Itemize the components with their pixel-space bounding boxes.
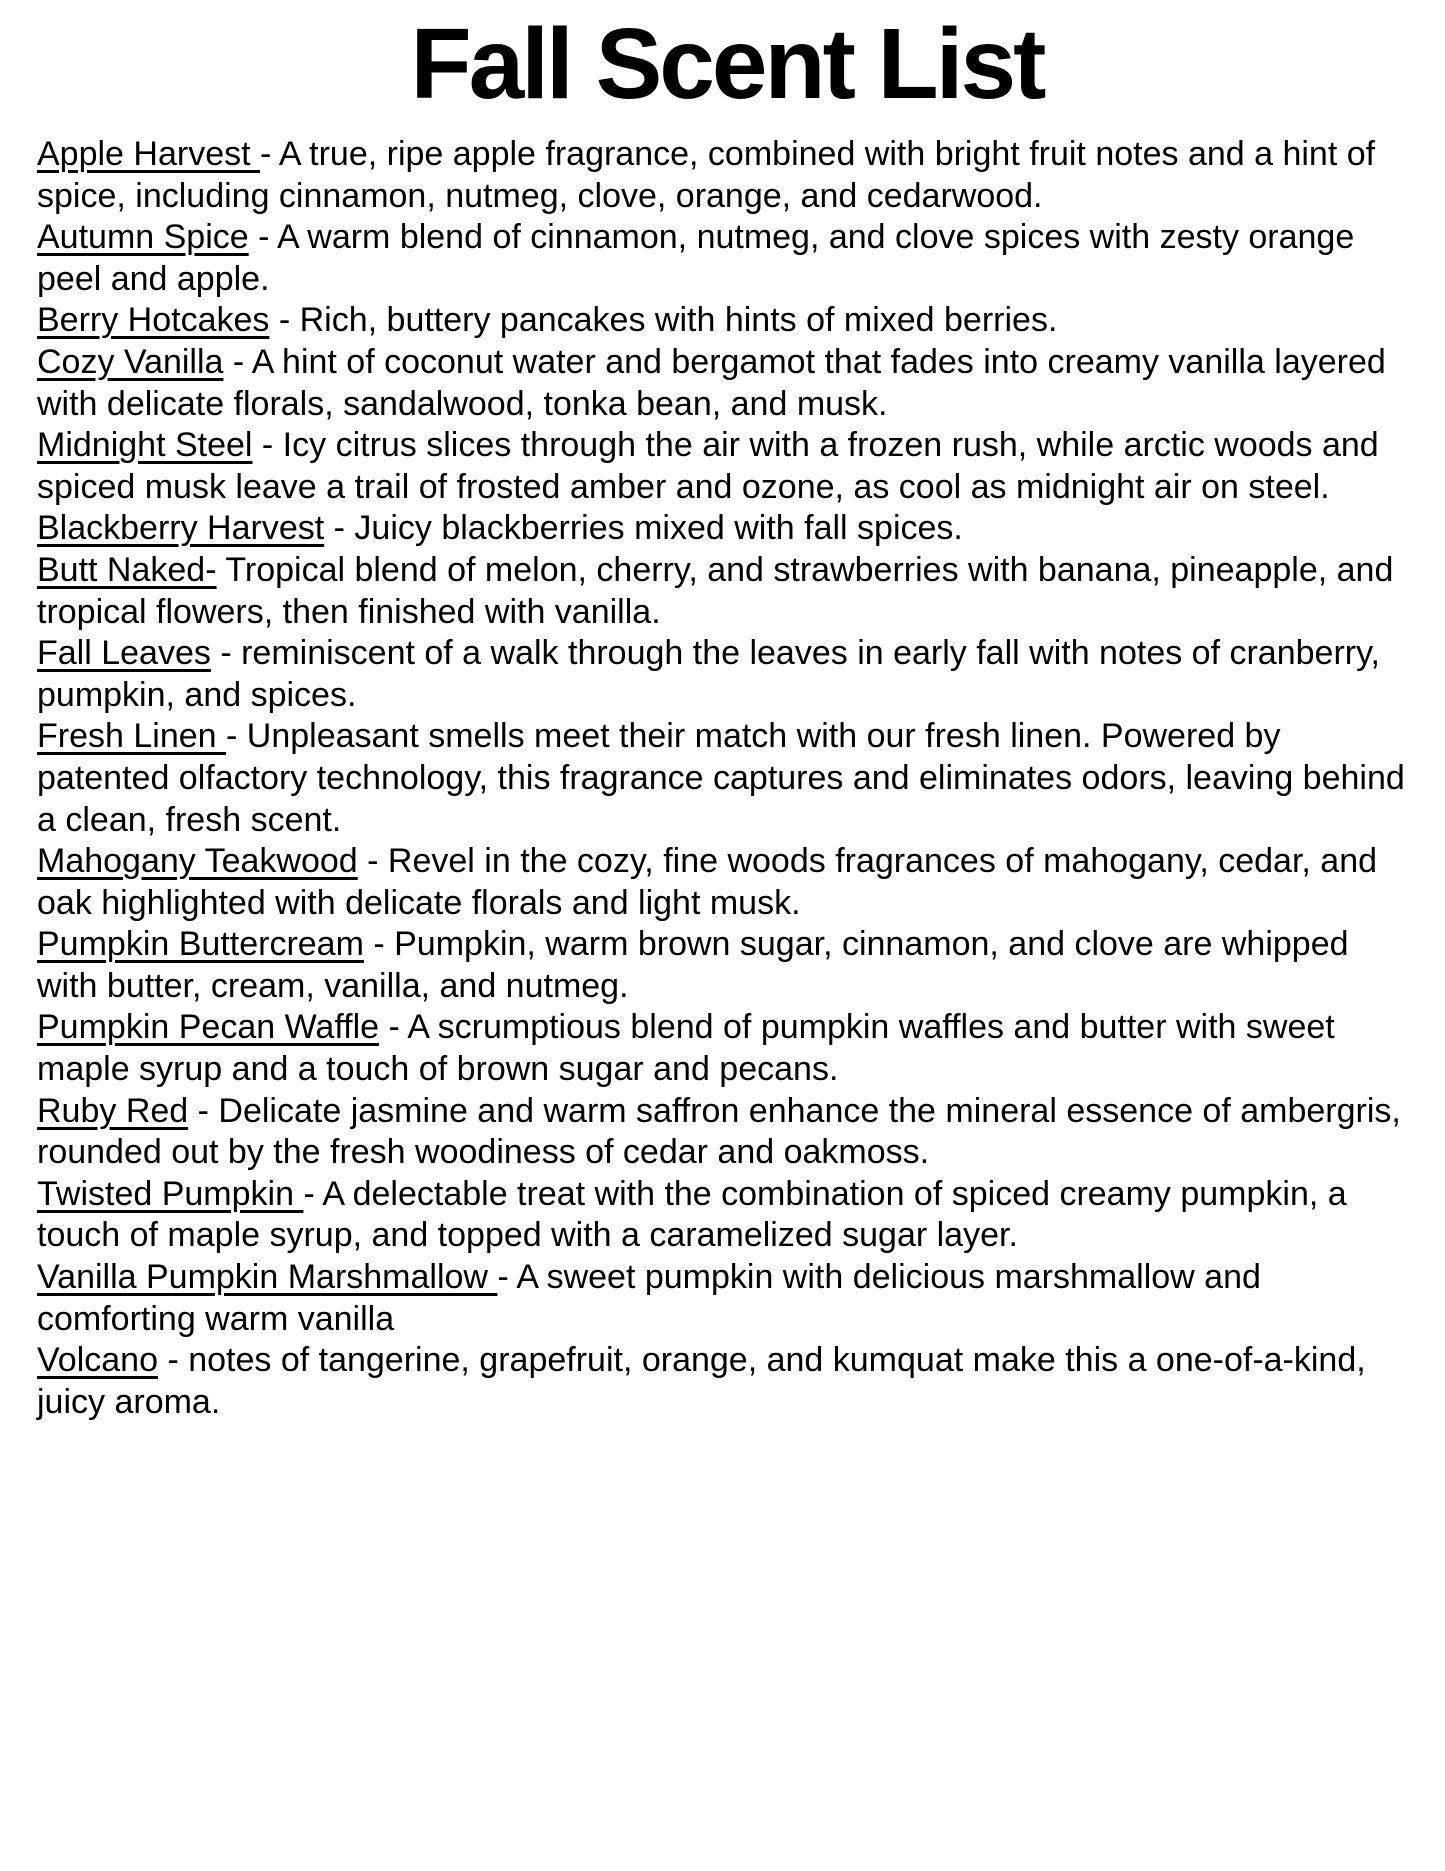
scent-description: - notes of tangerine, grapefruit, orange, and kumquat make this a one-of-a-kind, juicy aroma. xyxy=(37,1341,1366,1421)
scent-description: - Delicate jasmine and warm saffron enhance the mineral essence of ambergris, rounded out by the fresh woodiness of cedar and oakmoss. xyxy=(37,1091,1401,1172)
scent-name: Pumpkin Buttercream xyxy=(37,925,364,964)
scent-entry-blackberry-harvest xyxy=(37,508,1417,550)
scent-entry-volcano xyxy=(37,1340,1417,1423)
scent-description: - Revel in the cozy, fine woods fragrances of mahogany, cedar, and oak highlighted with delicate florals and light musk. xyxy=(37,842,1378,922)
scent-name: Autumn Spice xyxy=(37,218,249,257)
scent-entry-midnight-steel xyxy=(37,425,1417,508)
scent-name: Mahogany Teakwood xyxy=(37,842,358,881)
scent-name: Vanilla Pumpkin Marshmallow xyxy=(37,1258,498,1297)
scent-entry-apple-harvest xyxy=(37,134,1417,217)
scent-entry-fall-leaves xyxy=(37,633,1417,716)
scent-name: Apple Harvest xyxy=(37,135,260,173)
scent-name: Ruby Red xyxy=(37,1091,189,1130)
scent-name: Midnight Steel xyxy=(37,426,253,465)
scent-name: Fresh Linen xyxy=(37,717,226,756)
scent-entry-butt-naked xyxy=(37,550,1417,633)
scent-name: Volcano xyxy=(37,1341,158,1380)
scent-entry-autumn-spice xyxy=(37,217,1417,300)
scent-name: Twisted Pumpkin xyxy=(37,1174,304,1213)
scent-entry-cozy-vanilla xyxy=(37,342,1417,425)
scent-name: Berry Hotcakes xyxy=(37,301,270,340)
scent-description: - Unpleasant smells meet their match with our fresh linen. Powered by patented olfactory technology, this fragrance captures and eliminates odors, leaving behind a clean, fresh scent. xyxy=(37,717,1405,839)
scent-name: Butt Naked- xyxy=(37,550,217,589)
scent-name: Blackberry Harvest xyxy=(37,509,325,548)
scent-name: Fall Leaves xyxy=(37,634,211,673)
scent-description: - Pumpkin, warm brown sugar, cinnamon, and clove are whipped with butter, cream, vanilla, and nutmeg. xyxy=(37,925,1349,1005)
scent-description: Tropical blend of melon, cherry, and strawberries with banana, pineapple, and tropical flowers, then finished with vanilla. xyxy=(37,550,1394,631)
scent-description: - A true, ripe apple fragrance, combined with bright fruit notes and a hint of spice, including cinnamon, nutmeg, clove, orange, and cedarwood. xyxy=(37,135,1376,215)
scent-description: - A sweet pumpkin with delicious marshmallow and comforting warm vanilla xyxy=(37,1258,1261,1338)
scent-entry-ruby-red xyxy=(37,1091,1417,1174)
scent-entry-fresh-linen xyxy=(37,716,1417,841)
scent-entry-berry-hotcakes xyxy=(37,300,1417,342)
scent-name: Cozy Vanilla xyxy=(37,342,224,381)
scent-list xyxy=(37,134,1417,1423)
page-title: Fall Scent List xyxy=(410,8,1044,120)
scent-description: - A scrumptious blend of pumpkin waffles and butter with sweet maple syrup and a touch of brown sugar and pecans. xyxy=(37,1008,1335,1089)
scent-entry-mahogany-teakwood xyxy=(37,841,1417,924)
scent-entry-vanilla-pumpkin-marshmallow xyxy=(37,1257,1417,1340)
scent-description: - Icy citrus slices through the air with a frozen rush, while arctic woods and spiced musk leave a trail of frosted amber and ozone, as cool as midnight air on steel. xyxy=(37,426,1379,506)
scent-name: Pumpkin Pecan Waffle xyxy=(37,1008,380,1047)
scent-entry-twisted-pumpkin xyxy=(37,1174,1417,1257)
scent-description: - Juicy blackberries mixed with fall spices. xyxy=(324,509,963,548)
scent-description: - Rich, buttery pancakes with hints of mixed berries. xyxy=(269,301,1058,340)
scent-entry-pumpkin-pecan-waffle xyxy=(37,1007,1417,1090)
scent-description: - reminiscent of a walk through the leaves in early fall with notes of cranberry, pumpkin, and spices. xyxy=(37,634,1381,714)
scent-description: - A warm blend of cinnamon, nutmeg, and clove spices with zesty orange peel and apple. xyxy=(37,218,1355,298)
scent-description: - A hint of coconut water and bergamot that fades into creamy vanilla layered with delicate florals, sandalwood, tonka bean, and musk. xyxy=(37,342,1386,423)
scent-description: - A delectable treat with the combination of spiced creamy pumpkin, a touch of maple syrup, and topped with a caramelized sugar layer. xyxy=(37,1174,1347,1255)
scent-entry-pumpkin-buttercream xyxy=(37,924,1417,1007)
